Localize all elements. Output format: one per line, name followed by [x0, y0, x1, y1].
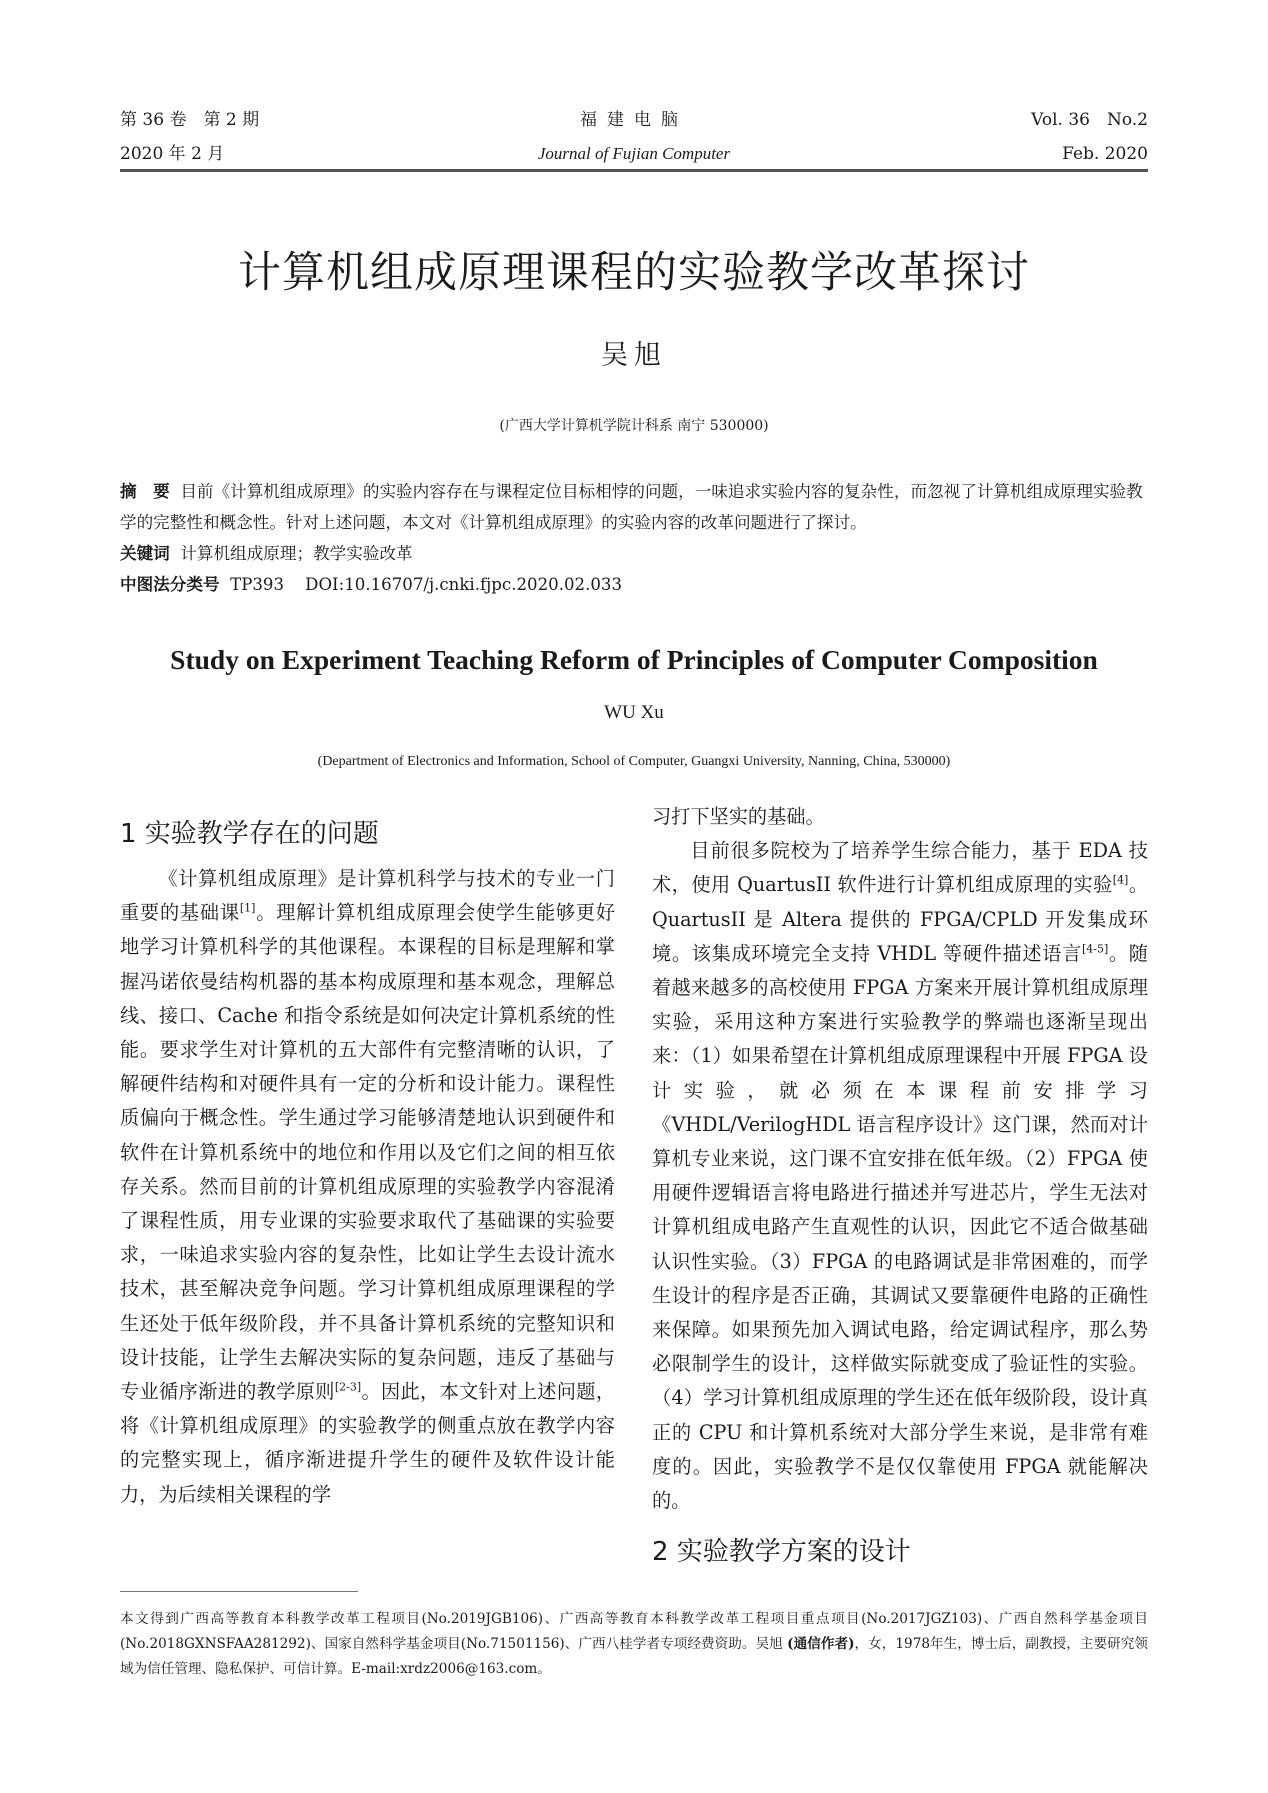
author-cn: 吴旭 — [601, 340, 667, 371]
section-1-heading: 1 实验教学存在的问题 — [120, 819, 379, 849]
volume-issue-en: Vol. 36 No.2 — [1031, 110, 1148, 130]
abstract-text: 目前《计算机组成原理》的实验内容存在与课程定位目标相悖的问题，一味追求实验内容的复杂性，而忽视了计算机组成原理实验教学的完整性和概念性。针对上述问题，本文对《计算机组成原理》的实验内容的改革问题进行了探讨。 — [120, 482, 1143, 532]
citation: [4-5] — [1081, 942, 1109, 956]
section-2-heading: 2 实验教学方案的设计 — [652, 1537, 911, 1568]
paper-title-cn: 计算机组成原理课程的实验教学改革探讨 — [238, 248, 1030, 298]
citation: [2-3] — [334, 1380, 362, 1394]
left-column — [120, 800, 615, 1512]
running-header — [120, 108, 1148, 178]
affiliation-cn: (广西大学计算机学院计科系 南宁 530000) — [499, 418, 769, 434]
abstract-block — [120, 476, 1148, 600]
citation: [1] — [239, 901, 256, 915]
author-en: WU Xu — [604, 702, 664, 723]
publication-date-cn: 2020 年 2 月 — [120, 144, 225, 164]
affiliation-en: (Department of Electronics and Information, School of Computer, Guangxi University, Nanning, China, 530000) — [317, 754, 951, 769]
section-1-paragraph-2: 目前很多院校为了培养学生综合能力，基于 EDA 技术，使用 QuartusII 软件进行计算机组成原理的实验[4]。QuartusII 是 Altera 提供的 FPGA/CPLD 开发集成环境。该集成环境完全支持 VHDL 等硬件描述语言[4-5]。随着越来越多的高校使用 FPGA 方案来开展计算机组成原理实验，采用这种方案进行实验教学的弊端也逐渐呈现出来：（1）如果希望在计算机组成原理课程中开展 FPGA 设计实验，就必须在本课程前安排学习《VHDL/VerilogHDL 语言程序设计》这门课，然而对计算机专业来说，这门课不宜安排在低年级。（2）FPGA 使用硬件逻辑语言将电路进行描述并写进芯片，学生无法对计算机组成电路产生直观性的认识，因此它不适合做基础认识性实验。（3）FPGA 的电路调试是非常困难的，而学生设计的程序是否正确，其调试又要靠硬件电路的正确性来保障。如果预先加入调试电路，给定调试程序，那么势必限制学生的设计，这样做实际就变成了验证性的实验。（4）学习计算机组成原理的学生还在低年级阶段，设计真正的 CPU 和计算机系统对大部分学生来说，是非常有难度的。因此，实验教学不是仅仅靠使用 FPGA 就能解决的。 — [652, 839, 1149, 1513]
right-column — [652, 800, 1148, 1580]
citation: [4] — [1112, 874, 1129, 888]
section-1-paragraph-1: 《计算机组成原理》是计算机科学与技术的专业一门重要的基础课[1]。理解计算机组成原理会使学生能够更好地学习计算机科学的其他课程。本课程的目标是理解和掌握冯诺依曼结构机器的基本构成原理和基本观念，理解总线、接口、Cache 和指令系统是如何决定计算机系统的性能。要求学生对计算机的五大部件有完整清晰的认识，了解硬件结构和对硬件具有一定的分析和设计能力。课程性质偏向于概念性。学生通过学习能够清楚地认识到硬件和软件在计算机系统中的地位和作用以及它们之间的相互依存关系。然而目前的计算机组成原理的实验教学内容混淆了课程性质，用专业课的实验要求取代了基础课的实验要求，一味追求实验内容的复杂性，比如让学生去设计流水技术，甚至解决竞争问题。学习计算机组成原理课程的学生还处于低年级阶段，并不具备计算机系统的完整知识和设计技能，让学生去解决实际的复杂问题，违反了基础与专业循序渐进的教学原则[2-3]。因此，本文针对上述问题，将《计算机组成原理》的实验教学的侧重点放在教学内容的完整实现上，循序渐进提升学生的硬件及软件设计能力，为后续相关课程的学 — [120, 867, 616, 1506]
footnote: 本文得到广西高等教育本科教学改革工程项目(No.2019JGB106)、广西高等教育本科教学改革工程项目重点项目(No.2017JGZ103)、广西自然科学基金项目(No.2018GXNSFAA281292)、国家自然科学基金项目(No.71501156)、广西八桂学者专项经费资助。吴旭 (通信作者)，女，1978年生，博士后，副教授，主要研究领域为信任管理、隐私保护、可信计算。E-mail:xrdz2006@163.com。 — [120, 1611, 1148, 1677]
classification-label: 中图法分类号 — [120, 575, 220, 594]
section-1-paragraph-1-continued: 习打下坚实的基础。 — [652, 805, 825, 828]
abstract — [120, 476, 1148, 538]
header-rule — [120, 169, 1148, 172]
classification — [120, 569, 1148, 600]
journal-name-en: Journal of Fujian Computer — [537, 144, 731, 163]
paper-title-en: Study on Experiment Teaching Reform of Principles of Computer Composition — [170, 644, 1098, 675]
footnote-rule — [120, 1591, 358, 1592]
keywords-label: 关键词 — [120, 544, 170, 563]
publication-date-en: Feb. 2020 — [1062, 144, 1148, 164]
classification-code: TP393 — [230, 575, 285, 594]
journal-name-cn: 福建电脑 — [580, 110, 688, 130]
keywords-text: 计算机组成原理；教学实验改革 — [180, 544, 413, 563]
abstract-label: 摘 要 — [120, 482, 170, 501]
keywords — [120, 538, 1148, 569]
doi: DOI:10.16707/j.cnki.fjpc.2020.02.033 — [305, 575, 623, 594]
volume-issue: 第 36 卷 第 2 期 — [120, 110, 260, 130]
